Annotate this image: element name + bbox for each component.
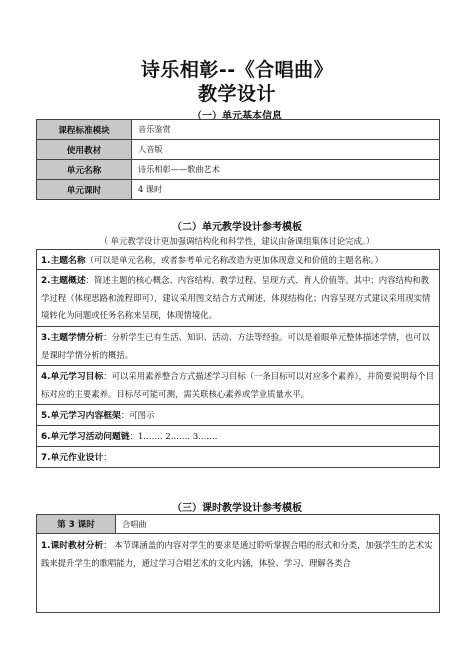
template-item	[37, 250, 439, 270]
table-row	[37, 180, 440, 200]
section3-heading: （三）课时教学设计参考模板	[172, 503, 302, 514]
template-item	[37, 405, 439, 426]
lesson-value: 合唱曲	[116, 515, 440, 534]
template-item	[37, 447, 439, 468]
table-row	[37, 534, 440, 613]
item-label: 2.主题概述	[41, 276, 86, 286]
item-label: 5.单元学习内容框架	[41, 411, 121, 421]
item-label: 3.主题学情分析	[41, 333, 104, 343]
row-label: 使用教材	[37, 140, 132, 160]
item-text: ：分析学生已有生活、知识、活动、方法等经验。可以是着眼单元整体描述学情，也可以是课时学情分析的概括。	[41, 332, 430, 360]
item-text: ：	[103, 452, 112, 462]
table-row	[37, 160, 440, 180]
template-item	[37, 366, 439, 405]
section2-heading: （二）单元教学设计参考模板	[172, 222, 302, 233]
table-row	[37, 140, 440, 160]
item-label: 1.主题名称	[41, 256, 86, 266]
item-label: 7.单元作业设计	[41, 453, 104, 463]
row-label: 单元课时	[37, 180, 132, 200]
unit-design-template	[36, 249, 440, 468]
template-item	[37, 426, 439, 447]
item-label: 6.单元学习活动问题链	[41, 432, 130, 442]
item-text: ：可图示	[120, 410, 155, 420]
row-label: 单元名称	[37, 160, 132, 180]
lesson-design-table	[36, 514, 440, 613]
template-item	[37, 327, 439, 366]
document-subtitle: 教学设计	[197, 83, 276, 105]
item-label: 4.单元学习目标	[41, 372, 104, 382]
lesson-analysis-cell	[37, 534, 440, 613]
section1-heading: （一）单元基本信息	[192, 111, 282, 122]
row-value: 4 课时	[132, 180, 440, 200]
row-label: 课程标准模块	[37, 120, 132, 140]
document-title: 诗乐相彰--《合唱曲》	[140, 59, 334, 81]
table-row	[37, 120, 440, 140]
row-value: 诗乐相彰——歌曲艺术	[132, 160, 440, 180]
row-value: 音乐鉴赏	[132, 120, 440, 140]
item-text: ：1.…… 2.…… 3.……	[129, 431, 218, 441]
analysis-text: ： 本节课涵盖的内容对学生的要求是通过聆听掌握合唱的形式和分类，加强学生的艺术实践来提升学生的歌唱能力，通过学习合唱艺术的文化内涵，体验、学习、理解各类合	[41, 540, 433, 568]
table-row	[37, 515, 440, 534]
item-text: ：简述主题的核心概念、内容结构、教学过程、呈现方式、育人价值等。其中：内容结构和教学过程（体现思路和流程即可），建议采用图文结合方式阐述，体现结构化；内容呈现方式建议采用现实情境转化为问题或任务名称来呈现，体现情境化。	[41, 275, 431, 320]
item-text: ：可以采用素养整合方式描述学习目标（一条目标可以对应多个素养），并简要说明每个目标对应的主要素养。目标尽可能可测，需关联核心素养或学业质量水平。	[41, 371, 435, 399]
lesson-label: 第 3 课时	[37, 515, 116, 534]
row-value: 人音版	[132, 140, 440, 160]
section2-note: （ 单元教学设计更加强调结构化和科学性，建议由备课组集体讨论完成。）	[99, 236, 375, 246]
template-item	[37, 270, 439, 327]
analysis-label: 1.课时教材分析	[41, 541, 104, 551]
unit-info-table	[36, 119, 440, 200]
item-text: （可以是单元名称，或者参考单元名称改造为更加体现意义和价值的主题名称。）	[85, 255, 383, 265]
